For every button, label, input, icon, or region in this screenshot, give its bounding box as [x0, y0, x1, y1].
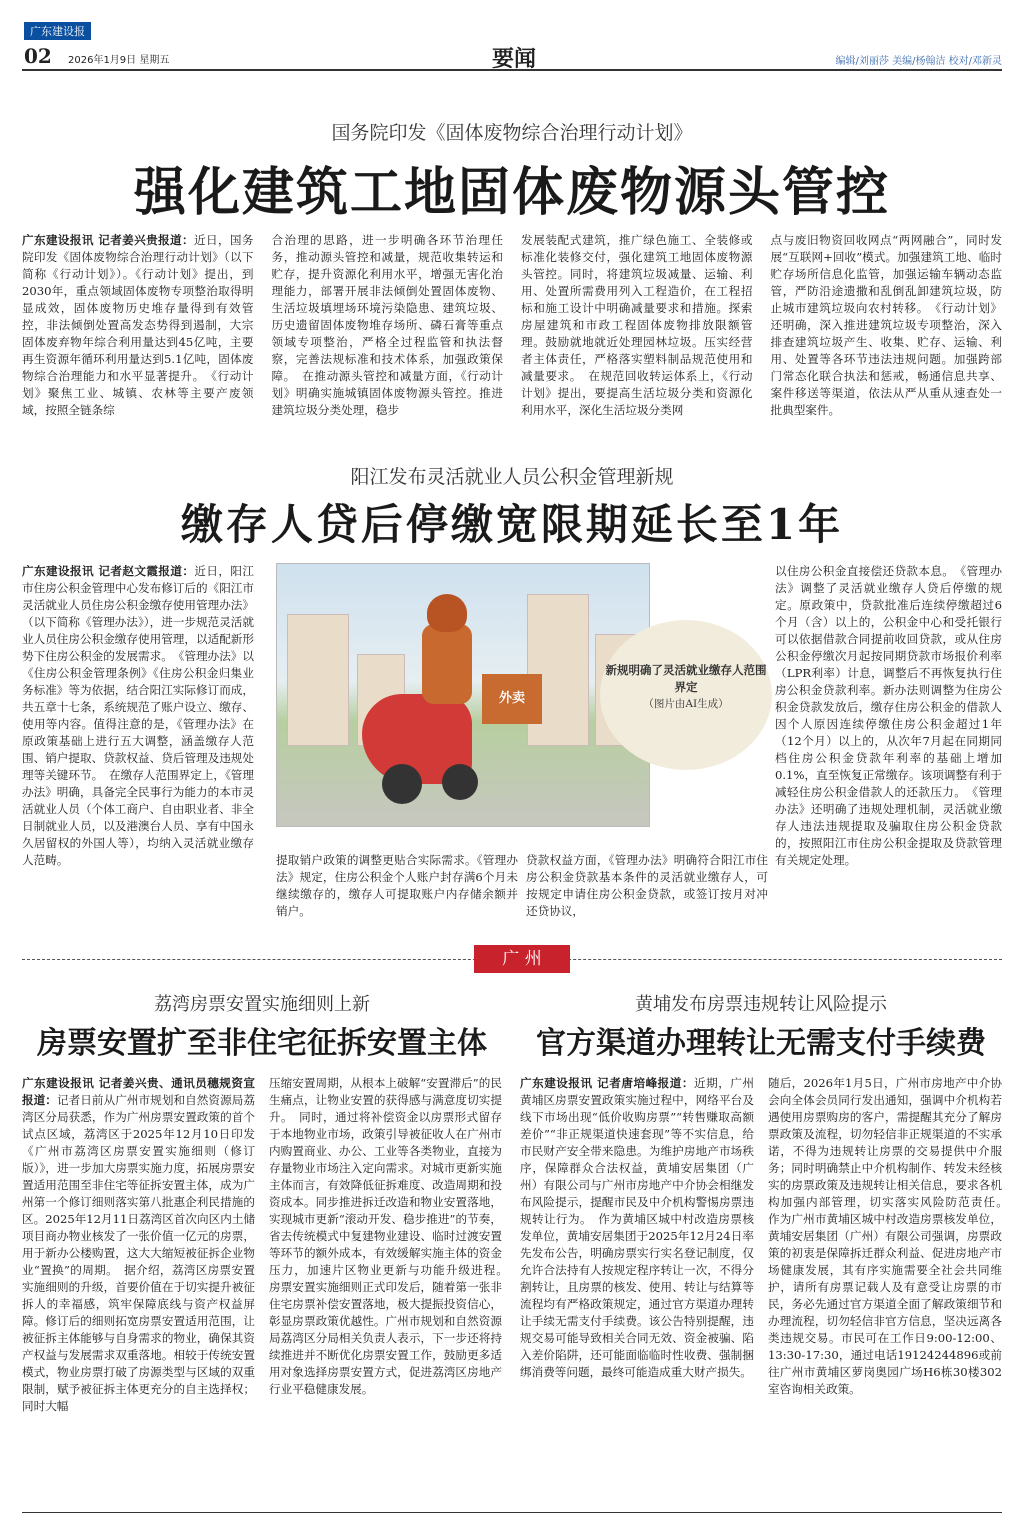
caption-source: （图片由AI生成）: [643, 698, 729, 710]
page-header: [22, 18, 1002, 72]
page-number: 02: [24, 44, 52, 68]
article4-column: 广东建设报讯 记者唐培峰报道：近期，广州黄埔区房票安置政策实施过程中，网络平台及线下市场出现“低价收购房票”“转售赚取高额差价”“非正规渠道快速套现”等不实信息，给市民财产安全带来隐患。为维护房地产市场秩序，保障群众合法权益，黄埔安居集团（广州）有限公司与广州市房地产中介协会相继发布风险提示，提醒市民及中介机构警惕房票违规转让行为。 作为黄埔区城中村改造房票核发单位，黄埔安居集团于2025年12月24日率先发布公告，明确房票实行实名登记制度，仅允许合法持有人按规定程序转让一次，不得分割转让，且房票的核发、使用、转让与结算等流程均有严格政策规定，通过官方渠道办理转让手续无需支付手续费。该公告特别提醒，违规交易可能导致相关合同无效、资金被骗、陷入差价陷阱，还可能面临临时性收费、强制捆绑消费等问题，最终可能造成重大财产损失。: [520, 1076, 754, 1379]
article2-column-mid-b: 贷款权益方面，《管理办法》明确符合阳江市住房公积金贷款基本条件的灵活就业缴存人，可按规定申请住房公积金贷款，或签订按月对冲还贷协议，: [526, 853, 768, 918]
article4-headline: 官方渠道办理转让无需支付手续费: [536, 1026, 986, 1061]
header-rule: [22, 69, 1002, 71]
city-tag: 广 州: [474, 945, 570, 973]
city-banner: [22, 948, 1002, 972]
building-shape: [287, 614, 349, 746]
article1-kicker: 国务院印发《固体废物综合治理行动计划》: [331, 122, 693, 144]
article2-column-right: 以住房公积金直接偿还贷款本息。 《管理办法》调整了灵活就业缴存人贷后停缴的规定。原政策中，贷款批准后连续停缴超过6个月（含）以上的，公积金中心和受托银行可以依据借款合同提前收回贷款，或从住房公积金停缴次月起按同期贷款市场报价利率（LPR利率）计息，调整后不再恢复执行住房公积金贷款利率。新办法则调整为住房公积金贷款发放后，缴存住房公积金的借款人因个人原因连续停缴住房公积金超过1年（12个月）以上的，从次年7月起在同期同档住房公积金贷款年利率的基础上增加0.1%，直至恢复正常缴存。该项调整有利于减轻住房公积金借款人的还款压力。 《管理办法》还明确了违规处理机制，灵活就业缴存人违法违规提取及骗取住房公积金贷款的，按照阳江市住房公积金提取及贷款管理有关规定处理。: [775, 564, 1002, 867]
article1-column: 合治理的思路，进一步明确各环节治理任务，推动源头管控和减量，规范收集转运和贮存，提升资源化利用水平，增强无害化治理能力，部署开展非法倾倒处置固体废物、生活垃圾填埋场环境污染隐患、建筑垃圾、历史遗留固体废物堆存场所、磷石膏等重点领域专项整治，严格全过程监管和执法督察，完善法规标准和技术体系，加强政策保障。 在推动源头管控和减量方面，《行动计划》明确实施城镇固体废物源头管控。推进建筑垃圾分类处理，稳步: [271, 233, 503, 417]
article4-body: [520, 1075, 1014, 1505]
rider-shape: [422, 624, 472, 704]
article1-column: 点与废旧物资回收网点“两网融合”，同时发展“互联网+回收”模式。加强建筑工地、临时贮存场所信息化监管，加强运输车辆动态监管，严防沿途遗撒和乱倒乱卸建筑垃圾，防止城市建筑垃圾向农村转移。 《行动计划》还明确，深入推进建筑垃圾专项整治，深入排查建筑垃圾产生、收集、贮存、运输、利用、处置等各环节违法违规问题。加强跨部门常态化联合执法和惩戒，畅通信息共享、案件移送等渠道，依法从严从重从速查处一批典型案件。: [770, 233, 1002, 417]
newspaper-logo: 广东建设报: [24, 22, 91, 40]
article1-body: [22, 232, 1002, 442]
article3-column: 压缩安置周期，从根本上破解“安置滞后”的民生痛点，让物业安置的获得感与满意度切实提升。 同时，通过将补偿资金以房票形式留存于本地物业市场，政策引导被征收人在广州市内购置商业、办公、工业等各类物业，直接为存量物业市场注入定向需求。对城市更新实施主体而言，有效降低征拆难度、改造周期和投资成本。同步推进拆迁改造和物业安置落地，实现城市更新“滚动开发、稳步推进”的节奏，省去传统模式中复建物业建设、临时过渡安置等环节的额外成本，有效缓解实施主体的资金压力，加速片区物业更新与功能升级进程。 房票安置实施细则正式印发后，随着第一张非住宅房票补偿安置落地，极大提振投资信心，彰显房票政策优越性。广州市规划和自然资源局荔湾区分局相关负责人表示，下一步还将持续推进并不断优化房票安置工作，鼓励更多适用对象选择房票安置方式，促进荔湾区房地产行业平稳健康发展。: [269, 1076, 514, 1396]
caption-text: 新规明确了灵活就业缴存人范围界定: [605, 663, 767, 694]
issue-date: 2026年1月9日 星期五: [68, 55, 170, 66]
photo-caption: [600, 620, 772, 770]
article4-kicker: 黄埔发布房票违规转让风险提示: [635, 994, 887, 1015]
article2-column-left: 广东建设报讯 记者赵文霞报道：近日，阳江市住房公积金管理中心发布修订后的《阳江市灵活就业人员住房公积金缴存使用管理办法》（以下简称《管理办法》），进一步规范灵活就业人员住房公积金缴存使用管理，以适配新形势下住房公积金的发展需求。 《管理办法》以《住房公积金管理条例》《住房公积金归集业务标准》等为依据，结合阳江实际修订而成，共五章十七条，系统规范了账户设立、缴存、使用等内容。值得注意的是，《管理办法》在原政策基础上进行五大调整，涵盖缴存人范围、销户提取、贷款权益、贷后管理及违规处理等关键环节。 在缴存人范围界定上，《管理办法》明确，具备完全民事行为能力的本市灵活就业人员（个体工商户、自由职业者、非全日制就业人员，以及港澳台人员、享有中国永久居留权的外国人等），均纳入灵活就业缴存人范畴。: [22, 564, 254, 867]
article3-kicker: 荔湾房票安置实施细则上新: [154, 994, 370, 1015]
helmet-shape: [427, 594, 467, 632]
article2-byline: 广东建设报讯 记者赵文霞报道：: [22, 564, 195, 578]
article2-column-mid-a: 提取销户政策的调整更贴合实际需求。《管理办法》规定，住房公积金个人账户封存满6个月未继续缴存的，缴存人可提取账户内存储余额并销户。: [276, 853, 518, 918]
article3-headline: 房票安置扩至非住宅征拆安置主体: [37, 1026, 487, 1061]
article1-column: 发展装配式建筑，推广绿色施工、全装修或标准化装修交付，强化建筑工地固体废物源头管控。同时，将建筑垃圾减量、运输、利用、处置所需费用列入工程造价，在工程招标和施工设计中明确减量要求和措施。探索房屋建筑和市政工程固体废物排放限额管理。鼓励就地就近处理园林垃圾。压实经营者主体责任，严格落实塑料制品规范使用和减量要求。 在规范回收转运体系上，《行动计划》提出，要提高生活垃圾分类和资源化利用水平，深化生活垃圾分类网: [521, 233, 753, 417]
editor-credits: 编辑/刘丽莎 美编/杨翰洁 校对/邓新灵: [835, 56, 1002, 67]
section-title: 要闻: [492, 47, 537, 72]
wheel-shape: [442, 764, 478, 800]
article2-kicker: 阳江发布灵活就业人员公积金管理新规: [350, 466, 674, 488]
article2-headline: 缴存人贷后停缴宽限期延长至1年: [180, 500, 844, 549]
wheel-shape: [382, 764, 422, 804]
article3-byline: 广东建设报讯 记者姜兴贵、通讯员穗规资宣报道：: [22, 1076, 255, 1107]
article1-headline: 强化建筑工地固体废物源头管控: [133, 162, 890, 223]
article3-column: 广东建设报讯 记者姜兴贵、通讯员穗规资宣报道：记者日前从广州市规划和自然资源局荔湾区分局获悉，作为广州房票安置政策的首个试点区域，荔湾区于2025年12月10日印发《广州市荔湾区房票安置实施细则（修订版）》，进一步加大房票实施力度，拓展房票安置适用范围至非住宅等征拆安置主体，成为广州第一个修订细则落实第八批惠企利民措施的区。2025年12月11日荔湾区首次向区内土储项目商办物业核发了一张价值一亿元的房票，用于新办公楼购置，这大大缩短被征拆企业物业“置换”的周期。 据介绍，荔湾区房票安置实施细则的升级，首要价值在于切实提升被征拆人的幸福感，筑牢保障底线与资产权益屏障。修订后的细则拓宽房票安置适用范围，让被征拆主体能够与自身需求的物业，确保其资产权益与发展需求双重落地。相较于传统安置模式，物业房票打破了房源类型与区域的双重限制，赋予被征拆主体更充分的自主选择权；同时大幅: [22, 1076, 255, 1413]
footer-rule: [22, 1512, 1002, 1513]
article1-byline: 广东建设报讯 记者姜兴贵报道：: [22, 233, 194, 247]
article4-byline: 广东建设报讯 记者唐培峰报道：: [520, 1076, 694, 1090]
article3-body: [22, 1075, 514, 1505]
delivery-box-sign: 外卖: [482, 674, 542, 724]
article4-column: 随后，2026年1月5日，广州市房地产中介协会向全体会员同行发出通知，强调中介机构若遇使用房票购房的客户，需提醒其充分了解房票政策及流程，切勿轻信非正规渠道的不实承诺，不得为违规转让房票的交易提供中介服务；同时明确禁止中介机构制作、转发未经核实的房票政策及违规转让相关信息，要求各机构加强内部管理，切实落实风险防范责任。 作为广州市黄埔区城中村改造房票核发单位，黄埔安居集团（广州）有限公司强调，房票政策的初衷是保障拆迁群众利益、促进房地产市场健康发展，其有序实施需要全社会共同维护，请所有房票记载人及有意受让房票的市民，务必先通过官方渠道全面了解政策细节和办理流程，切勿轻信非官方信息，坚决远离各类违规交易。市民可在工作日9:00-12:00、13:30-17:30，通过电话19124244896或前往广州市黄埔区萝岗奥园广场H6栋30楼302室咨询相关政策。: [768, 1076, 1014, 1396]
article1-column: 广东建设报讯 记者姜兴贵报道：近日，国务院印发《固体废物综合治理行动计划》（以下简称《行动计划》）。《行动计划》提出，到2030年，重点领域固体废物专项整治取得明显成效，固体废物历史堆存量得到有效管控，非法倾倒处置高发态势得到遏制，大宗固体废弃物年综合利用量达到45亿吨，主要再生资源年循环利用量达到5.1亿吨，固体废物综合治理能力和水平显著提升。 《行动计划》聚焦工业、城镇、农林等主要产废领域，按照全链条综: [22, 233, 254, 417]
delivery-rider-illustration: [276, 563, 650, 827]
